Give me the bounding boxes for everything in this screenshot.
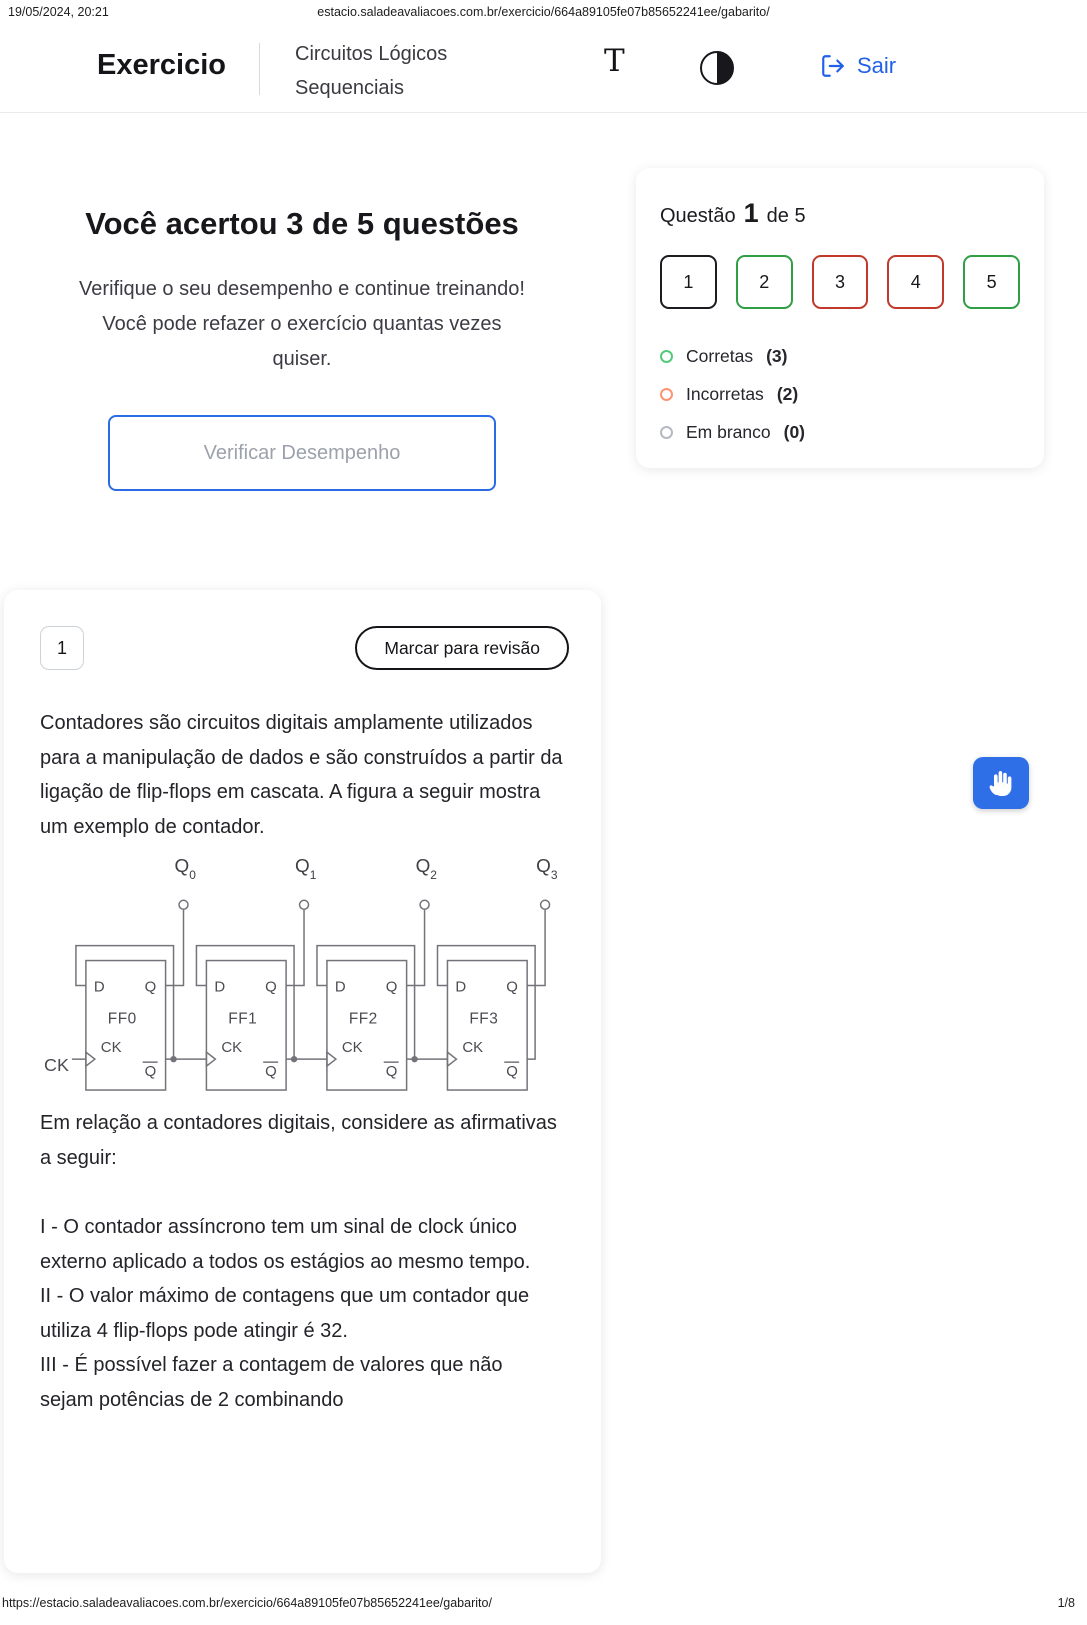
question-box-5[interactable]: 5 bbox=[963, 255, 1020, 309]
hand-talk-icon bbox=[985, 767, 1017, 799]
header-divider bbox=[259, 43, 260, 95]
result-title: Você acertou 3 de 5 questões bbox=[85, 206, 519, 241]
legend-correct-label: Corretas bbox=[686, 345, 754, 366]
pin-d-label: D bbox=[334, 978, 346, 996]
print-footer-url: https://estacio.saladeavaliacoes.com.br/exercicio/664a89105fe07b85652241ee/gabarito/ bbox=[2, 1596, 492, 1610]
pin-d-label: D bbox=[455, 978, 467, 996]
blank-dot-icon bbox=[660, 426, 673, 439]
question-counter-suffix: de 5 bbox=[766, 205, 806, 227]
pin-ck-label: CK bbox=[341, 1039, 363, 1057]
result-description: Verifique o seu desempenho e continue treinando! Você pode refazer o exercício quantas vezes quiser. bbox=[79, 278, 525, 370]
pin-q-label: Q bbox=[144, 978, 157, 996]
question-box-2[interactable]: 2 bbox=[736, 255, 793, 309]
pin-qbar-label: Q bbox=[385, 1063, 398, 1081]
legend-correct bbox=[660, 337, 1020, 375]
question-counter bbox=[660, 198, 1020, 229]
print-datetime: 19/05/2024, 20:21 bbox=[8, 5, 109, 19]
legend-incorrect-count: (2) bbox=[776, 383, 799, 404]
logout-button[interactable] bbox=[820, 53, 896, 79]
logout-icon bbox=[820, 53, 846, 79]
legend-incorrect bbox=[660, 375, 1020, 413]
clock-input-label: CK bbox=[44, 1055, 69, 1076]
app-header bbox=[0, 27, 1087, 113]
course-title: Circuitos Lógicos Sequenciais bbox=[295, 43, 448, 99]
output-terminal-label: $Q_2$ bbox=[415, 855, 437, 882]
pin-ck-label: CK bbox=[100, 1039, 122, 1057]
pin-q-label: Q bbox=[506, 978, 518, 996]
incorrect-dot-icon bbox=[660, 388, 673, 401]
counter-circuit-figure bbox=[40, 846, 580, 1100]
contrast-toggle-icon[interactable] bbox=[700, 51, 734, 85]
pin-d-label: D bbox=[214, 978, 226, 996]
question-counter-prefix: Questão bbox=[660, 205, 736, 227]
legend-correct-count: (3) bbox=[766, 345, 788, 366]
font-size-button[interactable]: T bbox=[604, 43, 625, 79]
question-box-4[interactable]: 4 bbox=[887, 255, 944, 309]
legend-blank-count: (0) bbox=[783, 421, 806, 442]
print-page-indicator: 1/8 bbox=[1057, 1596, 1075, 1610]
pin-ck-label: CK bbox=[462, 1039, 484, 1057]
pin-ck-label: CK bbox=[221, 1039, 243, 1057]
ff-name: FF1 bbox=[228, 1010, 258, 1028]
pin-qbar-label: Q bbox=[506, 1063, 518, 1081]
question-statements bbox=[40, 1210, 540, 1417]
flipflop-ff1 bbox=[196, 856, 326, 1090]
question-number-badge: 1 bbox=[40, 626, 84, 670]
question-nav-card bbox=[636, 168, 1044, 468]
question-box-1[interactable]: 1 bbox=[660, 255, 717, 309]
output-terminal-label: $Q_0$ bbox=[174, 855, 196, 882]
legend-incorrect-label: Incorretas bbox=[686, 383, 764, 404]
question-intro: Contadores são circuitos digitais amplamente utilizados para a manipulação de dados e são construídos a partir da ligação de flip-flops em cascata. A figura a seguir mostra um exemplo de contador. bbox=[40, 712, 563, 838]
result-legend bbox=[660, 337, 1020, 451]
question-card bbox=[4, 590, 601, 1573]
question-prompt: Em relação a contadores digitais, considere as afirmativas a seguir: bbox=[40, 1112, 557, 1169]
question-card-header bbox=[40, 626, 569, 670]
pin-d-label: D bbox=[93, 978, 105, 996]
pin-qbar-label: Q bbox=[265, 1063, 277, 1081]
flipflop-ff3 bbox=[437, 856, 557, 1090]
question-counter-current: 1 bbox=[743, 198, 759, 228]
print-footer bbox=[0, 1596, 1087, 1614]
pin-qbar-label: Q bbox=[144, 1063, 157, 1081]
print-header bbox=[0, 5, 1087, 23]
question-box-list bbox=[660, 255, 1020, 309]
pin-q-label: Q bbox=[265, 978, 277, 996]
brand-logo: Exercicio bbox=[97, 49, 226, 81]
logout-label: Sair bbox=[857, 53, 897, 78]
legend-blank bbox=[660, 413, 1020, 451]
ff-name: FF3 bbox=[469, 1010, 499, 1028]
correct-dot-icon bbox=[660, 350, 673, 363]
flipflop-ff2 bbox=[317, 856, 447, 1090]
statement-2: II - O valor máximo de contagens que um contador que utiliza 4 flip-flops pode atingir é 32. bbox=[40, 1285, 530, 1342]
print-url: estacio.saladeavaliacoes.com.br/exercicio/664a89105fe07b85652241ee/gabarito/ bbox=[317, 5, 770, 19]
output-terminal-label: $Q_3$ bbox=[536, 855, 558, 882]
statement-3: III - É possível fazer a contagem de valores que não sejam potências de 2 combinando bbox=[40, 1354, 503, 1411]
question-box-3[interactable]: 3 bbox=[812, 255, 869, 309]
legend-blank-label: Em branco bbox=[686, 421, 771, 442]
pin-q-label: Q bbox=[385, 978, 398, 996]
statement-1: I - O contador assíncrono tem um sinal de clock único externo aplicado a todos os estágios ao mesmo tempo. bbox=[40, 1216, 531, 1273]
result-summary bbox=[0, 168, 604, 491]
mark-for-review-button[interactable]: Marcar para revisão bbox=[355, 626, 569, 670]
verify-performance-button[interactable]: Verificar Desempenho bbox=[108, 415, 496, 491]
ff-name: FF0 bbox=[107, 1010, 137, 1028]
flipflop-ff0 bbox=[76, 856, 206, 1090]
ff-name: FF2 bbox=[348, 1010, 378, 1028]
output-terminal-label: $Q_1$ bbox=[295, 855, 317, 882]
hand-talk-button[interactable] bbox=[973, 757, 1029, 809]
